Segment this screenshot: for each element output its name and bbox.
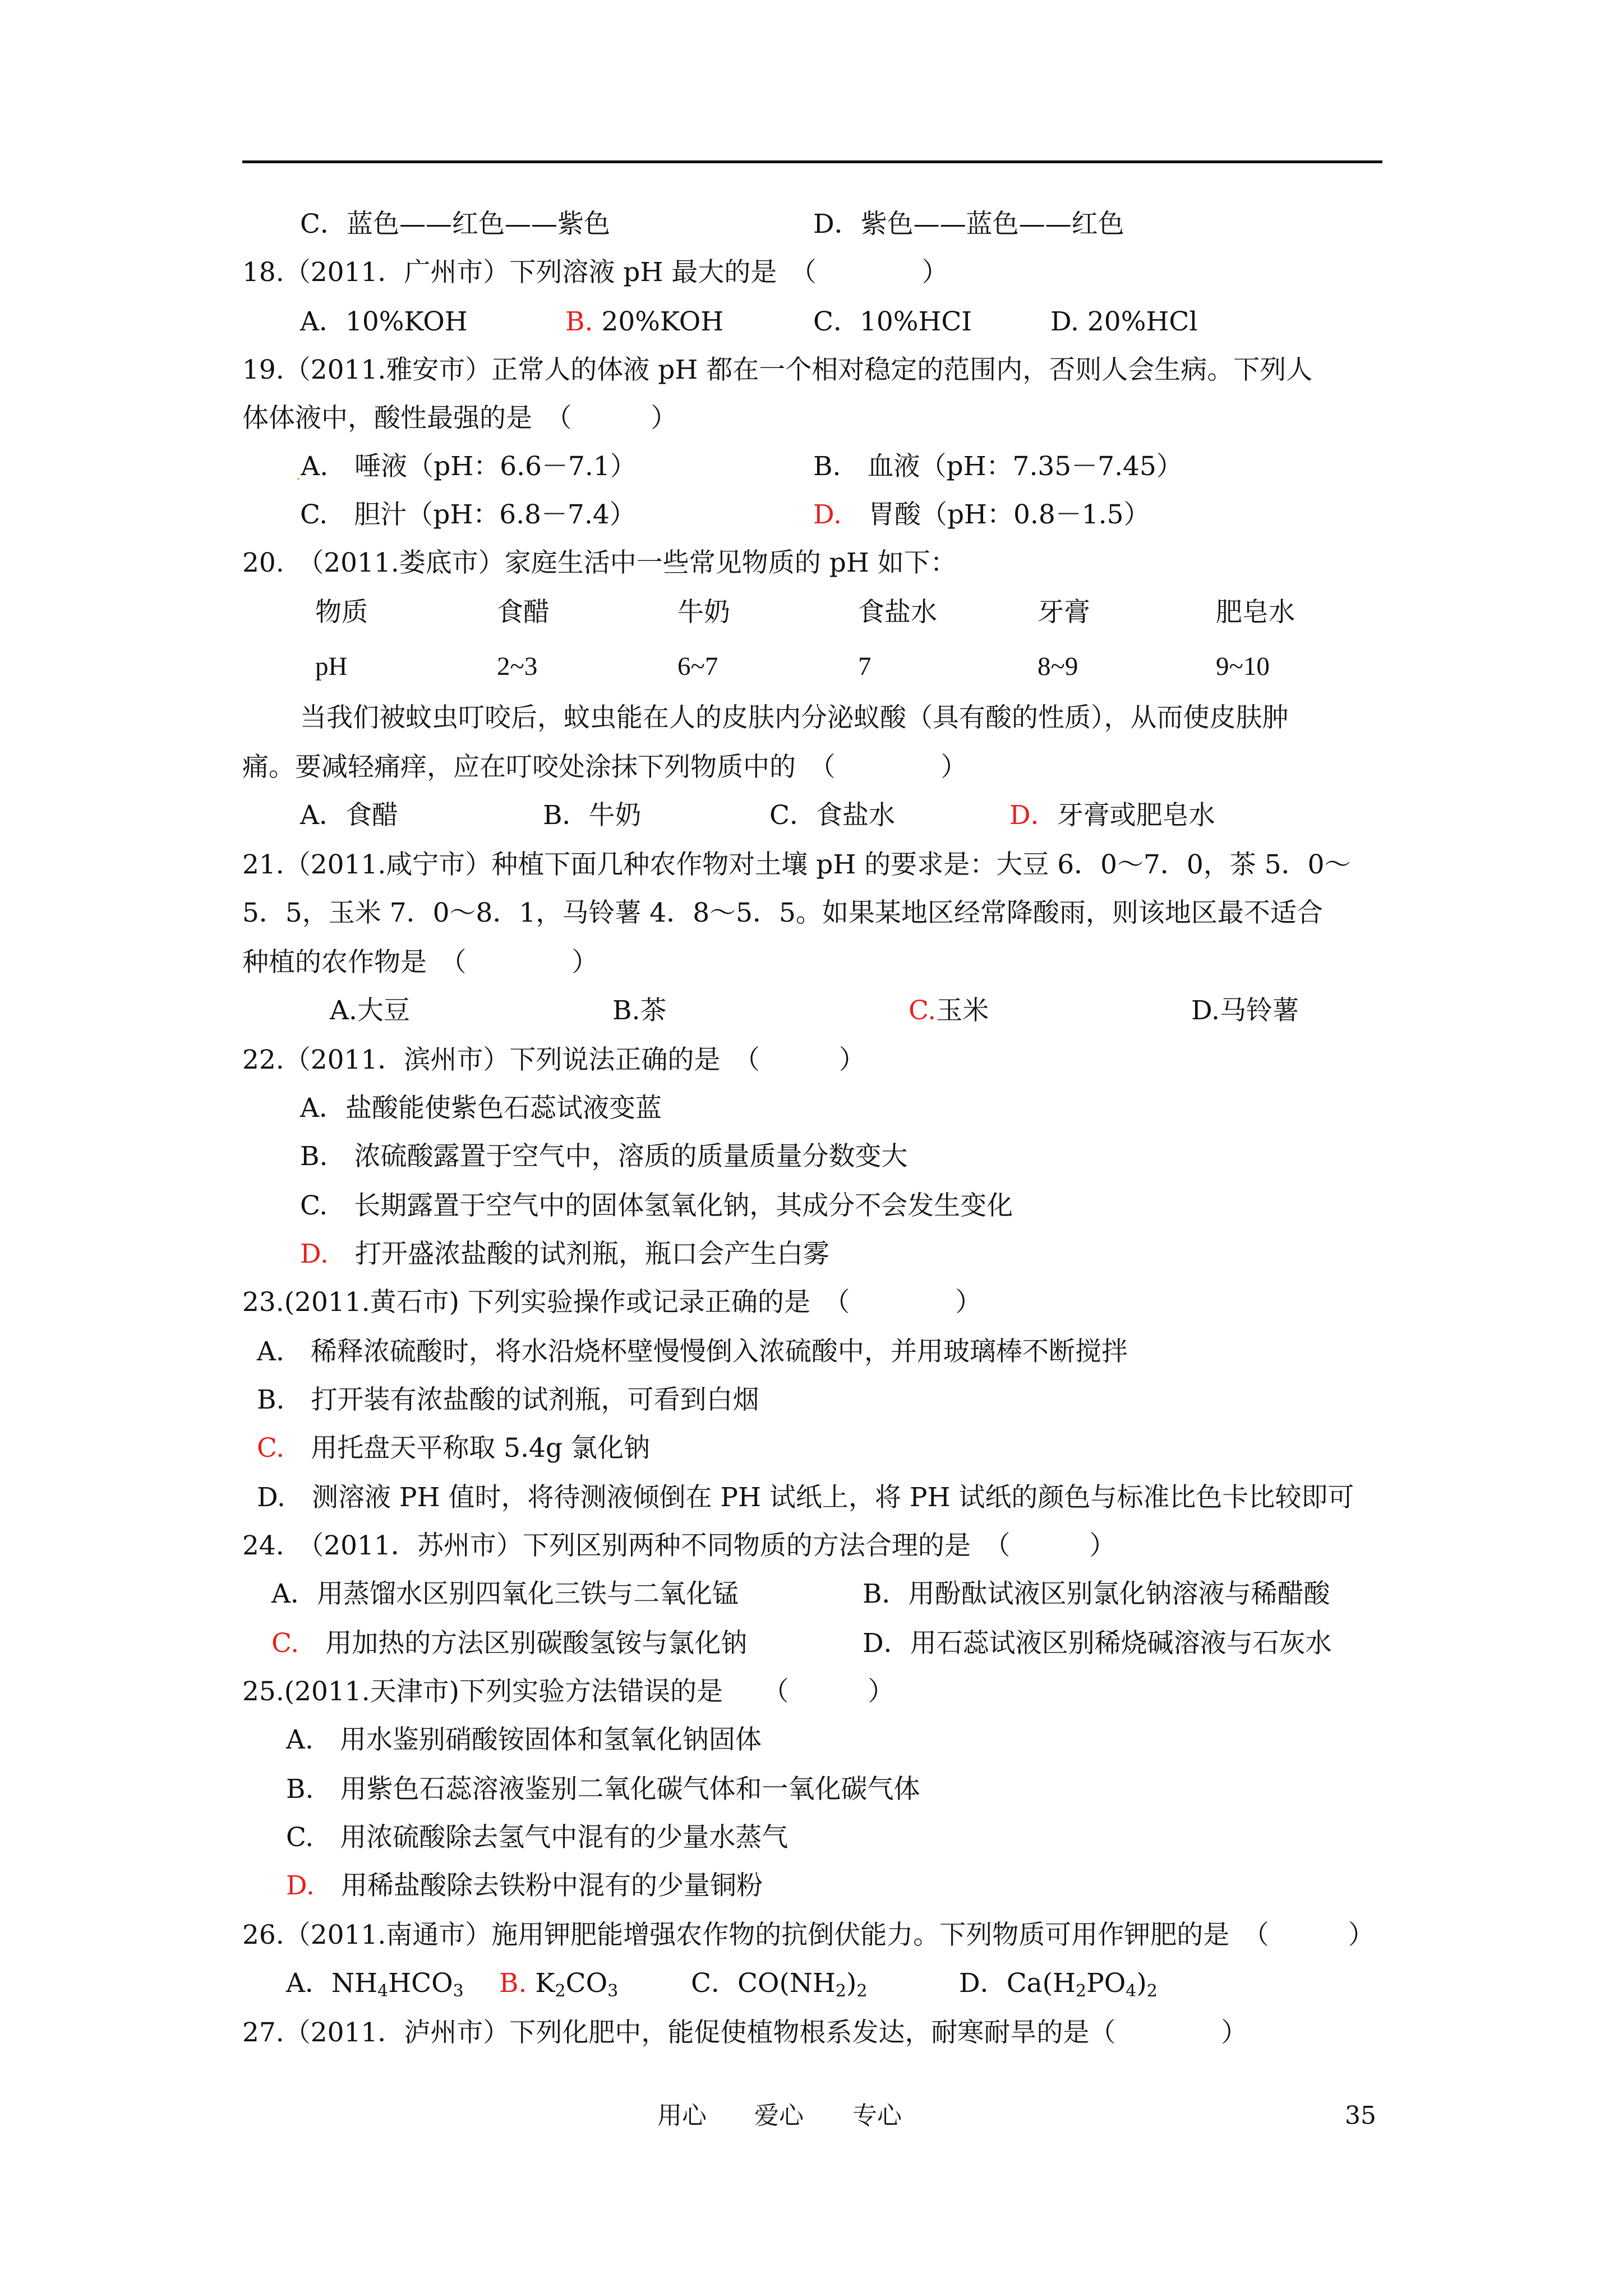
answer-mark: B. bbox=[565, 306, 593, 337]
q22-option-d: D. 打开盛浓盐酸的试剂瓶，瓶口会产生白雾 bbox=[300, 1239, 829, 1269]
q17-option-c: C．蓝色——红色——紫色 bbox=[300, 209, 610, 240]
answer-mark: C. bbox=[257, 1433, 285, 1464]
q23-option-c: C. 用托盘天平称取 5.4g 氯化钠 bbox=[257, 1433, 650, 1464]
q17-option-d: D．紫色——蓝色——红色 bbox=[813, 209, 1124, 240]
q22-option-b: B. 浓硫酸露置于空气中，溶质的质量质量分数变大 bbox=[300, 1141, 908, 1172]
q26-option-a: A．$NH_4HCO_3$ bbox=[286, 1968, 464, 2001]
table-cell: 8~9 bbox=[1038, 652, 1078, 681]
table-cell: 食盐水 bbox=[858, 598, 937, 627]
q24-option-a: A．用蒸馏水区别四氧化三铁与二氧化锰 bbox=[271, 1579, 739, 1609]
q21-option-b: B.茶 bbox=[612, 995, 667, 1026]
margin-dot: . bbox=[296, 467, 301, 484]
answer-mark: B. bbox=[499, 1968, 527, 1999]
q26-option-b: B. $K_2CO_3$ bbox=[499, 1968, 619, 2001]
q18-option-a: A．10%KOH bbox=[300, 306, 468, 337]
table-cell: 肥皂水 bbox=[1216, 598, 1295, 627]
table-cell: 7 bbox=[858, 652, 872, 681]
q24-option-c: C. 用加热的方法区别碳酸氢铵与氯化钠 bbox=[271, 1628, 748, 1659]
q21-option-a: A.大豆 bbox=[330, 995, 410, 1026]
table-cell: 物质 bbox=[315, 598, 368, 627]
q19-option-b: B. 血液（pH：7.35－7.45） bbox=[813, 451, 1183, 482]
q27-stem: 27.（2011．泸州市）下列化肥中，能促使植物根系发达，耐寒耐旱的是（ ） bbox=[242, 2017, 1248, 2048]
q19-stem-line1: 19.（2011.雅安市）正常人的体液 pH 都在一个相对稳定的范围内，否则人会生病。下列人 bbox=[242, 355, 1313, 385]
footer-slogan-3: 专心 bbox=[852, 2101, 902, 2130]
q21-stem-line3: 种植的农作物是 （ ） bbox=[242, 947, 598, 978]
q22-stem: 22.（2011．滨州市）下列说法正确的是 （ ） bbox=[242, 1045, 865, 1075]
q26-stem: 26.（2011.南通市）施用钾肥能增强农作物的抗倒伏能力。下列物质可用作钾肥的是 （ ） bbox=[242, 1920, 1375, 1950]
q20-body-line2: 痛。要减轻痛痒，应在叮咬处涂抹下列物质中的 （ ） bbox=[242, 752, 967, 783]
q18-option-b: B. 20%KOH bbox=[565, 306, 724, 337]
q21-option-c: C.玉米 bbox=[909, 995, 989, 1026]
table-cell: 牙膏 bbox=[1038, 598, 1090, 627]
table-cell: 2~3 bbox=[497, 652, 538, 681]
answer-mark: C. bbox=[271, 1628, 299, 1659]
q23-option-a: A. 稀释浓硫酸时，将水沿烧杯壁慢慢倒入浓硫酸中，并用玻璃棒不断搅拌 bbox=[257, 1336, 1128, 1367]
q20-option-c: C．食盐水 bbox=[769, 800, 895, 831]
q20-option-a: A．食醋 bbox=[300, 800, 398, 831]
q19-option-d: D. 胃酸（pH：0.8－1.5） bbox=[813, 499, 1150, 530]
q24-option-b: B．用酚酞试液区别氯化钠溶液与稀醋酸 bbox=[863, 1579, 1330, 1609]
q25-option-d: D. 用稀盐酸除去铁粉中混有的少量铜粉 bbox=[286, 1870, 763, 1901]
q21-stem-line1: 21.（2011.咸宁市）种植下面几种农作物对土壤 pH 的要求是：大豆 6．0～7．0，茶 5．0～ bbox=[242, 849, 1351, 880]
answer-mark: D. bbox=[286, 1870, 315, 1901]
q19-option-c: C. 胆汁（pH：6.8－7.4） bbox=[300, 499, 636, 530]
q18-stem: 18.（2011．广州市）下列溶液 pH 最大的是 （ ） bbox=[242, 257, 948, 288]
table-cell: 6~7 bbox=[677, 652, 718, 681]
q20-table-header-row bbox=[0, 596, 1623, 629]
q18-option-c: C．10%HCI bbox=[813, 306, 972, 337]
q26-option-d: D．$Ca(H_2PO_4)_2$ bbox=[959, 1968, 1158, 2001]
q24-stem: 24. （2011．苏州市）下列区别两种不同物质的方法合理的是 （ ） bbox=[242, 1530, 1116, 1561]
footer-slogan-1: 用心 bbox=[657, 2101, 707, 2130]
q23-stem: 23.(2011.黄石市) 下列实验操作或记录正确的是 （ ） bbox=[242, 1287, 982, 1318]
q25-stem: 25.(2011.天津市)下列实验方法错误的是 （ ） bbox=[242, 1676, 895, 1707]
q24-option-d: D．用石蕊试液区别稀烧碱溶液与石灰水 bbox=[863, 1628, 1332, 1659]
q23-option-d: D. 测溶液 PH 值时，将待测液倾倒在 PH 试纸上，将 PH 试纸的颜色与标准比色卡比较即可 bbox=[257, 1482, 1354, 1513]
q19-stem-line2: 体体液中，酸性最强的是 （ ） bbox=[242, 403, 677, 434]
q25-option-a: A. 用水鉴别硝酸铵固体和氢氧化钠固体 bbox=[286, 1724, 762, 1755]
q20-option-d: D．牙膏或肥皂水 bbox=[1009, 800, 1215, 831]
page-number: 35 bbox=[1345, 2101, 1376, 2130]
q22-option-a: A．盐酸能使紫色石蕊试液变蓝 bbox=[300, 1093, 662, 1124]
q20-option-b: B．牛奶 bbox=[543, 800, 642, 831]
q19-option-a: .A. 唾液（pH：6.6－7.1） bbox=[296, 451, 637, 484]
q21-option-d: D.马铃薯 bbox=[1191, 995, 1299, 1026]
q20-body-line1: 当我们被蚊虫叮咬后，蚊虫能在人的皮肤内分泌蚁酸（具有酸的性质），从而使皮肤肿 bbox=[300, 702, 1289, 733]
q18-option-d: D. 20%HCl bbox=[1050, 306, 1198, 337]
answer-mark: D. bbox=[300, 1239, 329, 1269]
q20-stem: 20. （2011.娄底市）家庭生活中一些常见物质的 pH 如下： bbox=[242, 547, 957, 578]
table-cell: pH bbox=[315, 652, 348, 681]
answer-mark: D. bbox=[813, 499, 842, 530]
answer-mark: C. bbox=[909, 995, 937, 1026]
table-cell: 食醋 bbox=[497, 598, 550, 627]
q25-option-c: C. 用浓硫酸除去氢气中混有的少量水蒸气 bbox=[286, 1822, 789, 1853]
header-rule bbox=[242, 160, 1382, 163]
q21-stem-line2: 5．5，玉米 7．0～8．1，马铃薯 4．8～5．5。如果某地区经常降酸雨，则该地区最不适合 bbox=[242, 898, 1323, 928]
table-cell: 牛奶 bbox=[677, 598, 730, 627]
q25-option-b: B. 用紫色石蕊溶液鉴别二氧化碳气体和一氧化碳气体 bbox=[286, 1774, 920, 1805]
answer-mark: D． bbox=[1009, 800, 1057, 831]
table-cell: 9~10 bbox=[1216, 652, 1270, 681]
footer-slogan-2: 爱心 bbox=[754, 2101, 804, 2130]
q23-option-b: B. 打开装有浓盐酸的试剂瓶，可看到白烟 bbox=[257, 1384, 759, 1415]
q20-table-ph-row bbox=[0, 650, 1623, 683]
q26-option-c: C．$CO(NH_2)_2$ bbox=[691, 1968, 868, 2001]
q22-option-c: C. 长期露置于空气中的固体氢氧化钠，其成分不会发生变化 bbox=[300, 1190, 1013, 1221]
